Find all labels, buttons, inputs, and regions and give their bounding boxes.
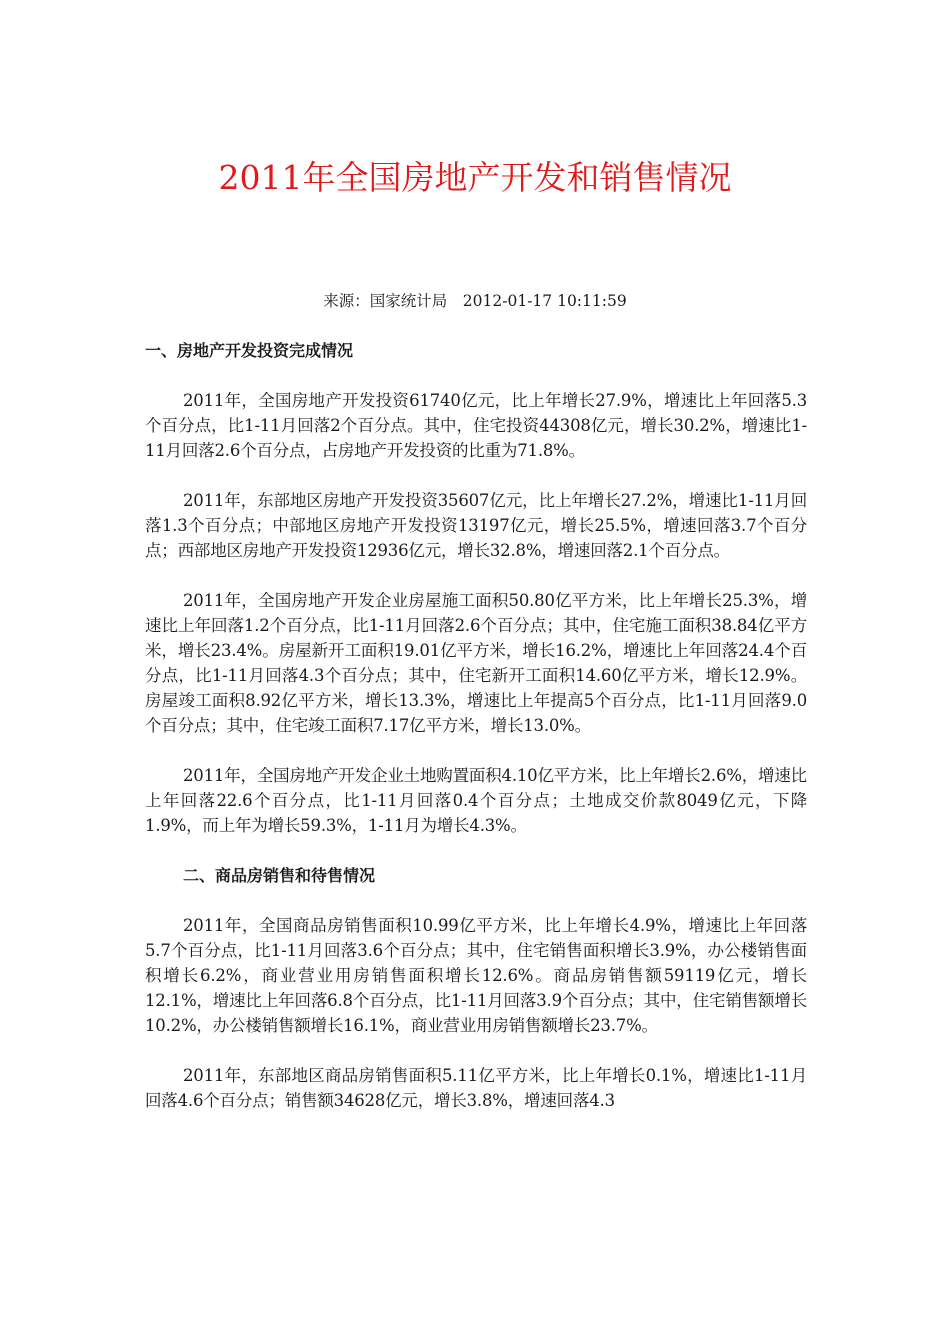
paragraph: 2011年，全国商品房销售面积10.99亿平方米，比上年增长4.9%，增速比上年回落5.7个百分点，比1-11月回落3.6个百分点；其中，住宅销售面积增长3.9%，办公楼销售面积增长6.2%，商业营业用房销售面积增长12.6%。商品房销售额59119亿元，增长12.1%，增速比上年回落6.8个百分点，比1-11月回落3.9个百分点；其中，住宅销售额增长10.2%，办公楼销售额增长16.1%，商业营业用房销售额增长23.7%。	[145, 916, 807, 1035]
paragraph: 2011年，东部地区房地产开发投资35607亿元，比上年增长27.2%，增速比1-11月回落1.3个百分点；中部地区房地产开发投资13197亿元，增长25.5%，增速回落3.7个百分点；西部地区房地产开发投资12936亿元，增长32.8%，增速回落2.1个百分点。	[145, 491, 807, 560]
section-heading-sales: 二、商品房销售和待售情况	[183, 866, 376, 885]
paragraph: 2011年，东部地区商品房销售面积5.11亿平方米，比上年增长0.1%，增速比1-11月回落4.6个百分点；销售额34628亿元，增长3.8%，增速回落4.3	[145, 1066, 807, 1110]
paragraph: 2011年，全国房地产开发企业土地购置面积4.10亿平方米，比上年增长2.6%，增速比上年回落22.6个百分点，比1-11月回落0.4个百分点；土地成交价款8049亿元，下降1.9%，而上年为增长59.3%，1-11月为增长4.3%。	[145, 766, 807, 835]
document-body	[145, 338, 807, 1138]
section-heading-investment: 一、房地产开发投资完成情况	[145, 341, 354, 360]
paragraph: 2011年，全国房地产开发企业房屋施工面积50.80亿平方米，比上年增长25.3%，增速比上年回落1.2个百分点，比1-11月回落2.6个百分点；其中，住宅施工面积38.84亿平方米，增长23.4%。房屋新开工面积19.01亿平方米，增长16.2%，增速比上年回落24.4个百分点，比1-11月回落4.3个百分点；其中，住宅新开工面积14.60亿平方米，增长12.9%。房屋竣工面积8.92亿平方米，增长13.3%，增速比上年提高5个百分点，比1-11月回落9.0个百分点；其中，住宅竣工面积7.17亿平方米，增长13.0%。	[145, 591, 807, 735]
document-title: 2011年全国房地产开发和销售情况	[218, 158, 732, 197]
paragraph: 2011年，全国房地产开发投资61740亿元，比上年增长27.9%，增速比上年回落5.3个百分点，比1-11月回落2个百分点。其中，住宅投资44308亿元，增长30.2%，增速比1-11月回落2.6个百分点，占房地产开发投资的比重为71.8%。	[145, 391, 807, 460]
document-source-line: 来源：国家统计局 2012-01-17 10:11:59	[323, 292, 627, 310]
